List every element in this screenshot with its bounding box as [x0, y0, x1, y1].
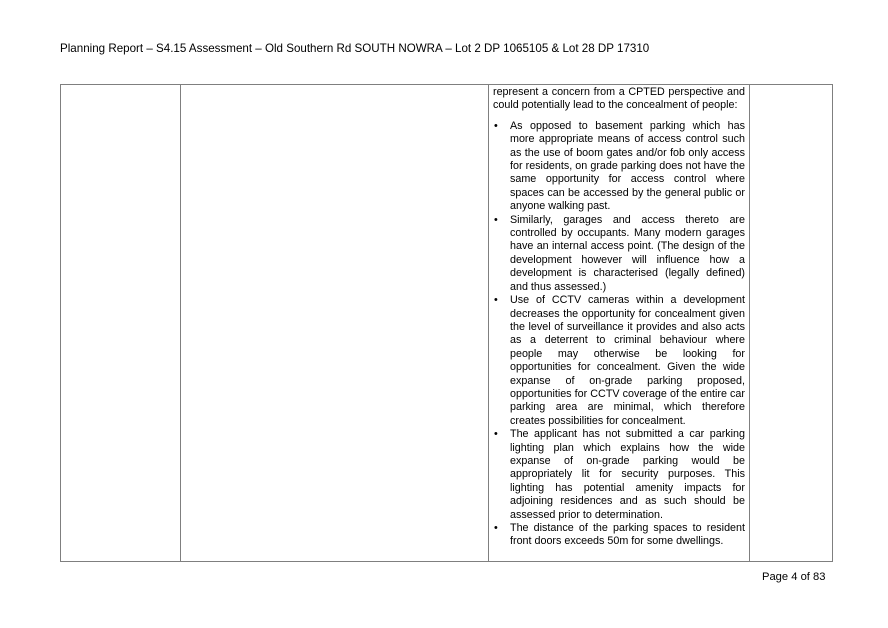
intro-paragraph: represent a concern from a CPTED perspective and could potentially lead to the concealment of people:: [493, 86, 745, 112]
table-row: [61, 85, 833, 562]
list-item: [493, 522, 745, 549]
list-item-text: Similarly, garages and access thereto are controlled by occupants. Many modern garages have an internal access point. (The design of the development however will influence how a development is characterised (legally defined) and thus assessed.): [510, 213, 745, 293]
list-item-text: The distance of the parking spaces to resident front doors exceeds 50m for some dwellings.: [510, 522, 745, 548]
list-item: [493, 120, 745, 214]
list-item: [493, 214, 745, 294]
list-item-text: As opposed to basement parking which has more appropriate means of access control such as the use of boom gates and/or fob only access for residents, on grade parking does not have the same opportunity for access control where spaces can be accessed by the general public or anyone walking past.: [510, 119, 745, 213]
bullet-icon: •: [494, 294, 498, 307]
bullet-icon: •: [494, 522, 498, 534]
table-cell-column-2: [181, 85, 489, 562]
bullet-icon: •: [494, 213, 498, 226]
page-header: Planning Report – S4.15 Assessment – Old Southern Rd SOUTH NOWRA – Lot 2 DP 1065105 & Lot 28 DP 17310: [60, 42, 650, 55]
bullet-list: [493, 120, 745, 549]
list-item-text: The applicant has not submitted a car parking lighting plan which explains how the wide expanse of on-grade parking would be appropriately lit for security purposes. This lighting has potential amenity impacts for adjoining residences and as such should be assessed prior to determination.: [510, 428, 745, 521]
table-cell-assessment: [489, 85, 750, 562]
assessment-table: [60, 84, 833, 562]
table-cell-column-4: [750, 85, 833, 562]
list-item: [493, 428, 745, 522]
assessment-content: [489, 85, 749, 549]
bullet-icon: •: [494, 428, 498, 441]
page-number: Page 4 of 83: [762, 571, 826, 583]
list-item: [493, 294, 745, 428]
list-item-text: Use of CCTV cameras within a development decreases the opportunity for concealment given the level of surveillance it provides and also acts as a deterrent to criminal behaviour where people may otherwise be looking for opportunities for concealment. Given the wide expanse of on-grade parking proposed, opportunities for CCTV coverage of the entire car parking area are minimal, which therefore creates possibilities for concealment.: [510, 294, 745, 427]
bullet-icon: •: [494, 119, 498, 132]
table-cell-column-1: [61, 85, 181, 562]
